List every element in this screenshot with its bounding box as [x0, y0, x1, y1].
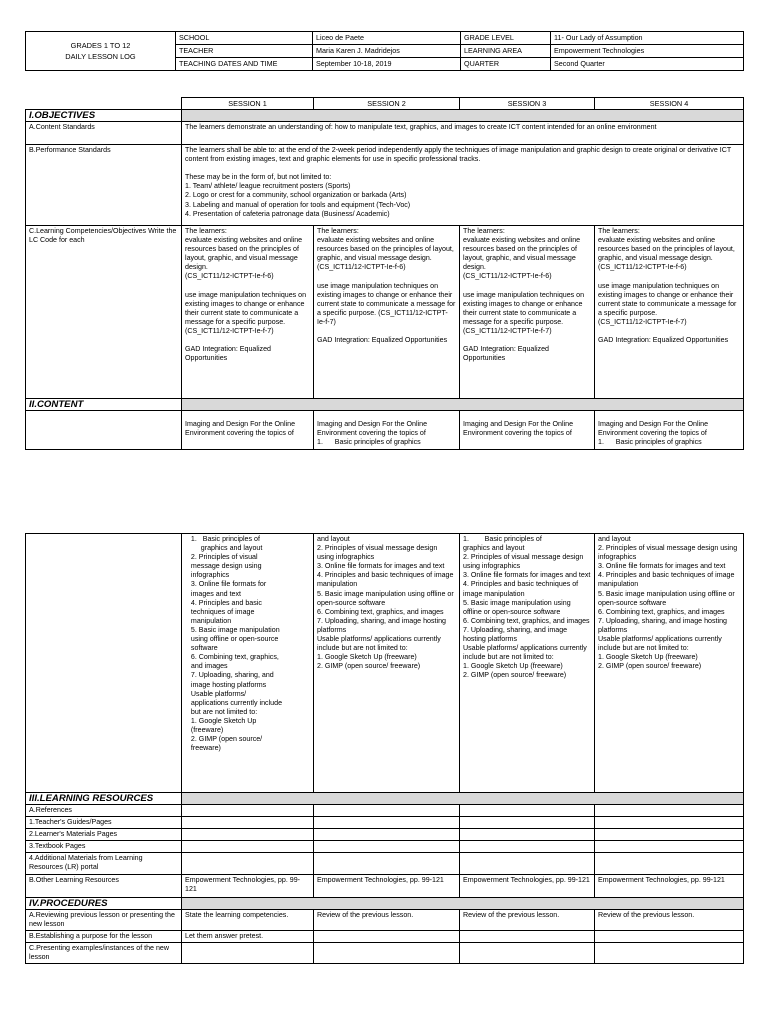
learning-area-label: LEARNING AREA	[461, 45, 551, 58]
session-2-header: SESSION 2	[314, 98, 460, 110]
learning-area-value: Empowerment Technologies	[551, 45, 744, 58]
references-cell-4	[595, 805, 744, 817]
content-cont-session-2: and layout 2. Principles of visual message design using infographics 3. Online file formats for images and text 4. Principles and basic techniques of image manipulation 5. Basic image manipulation using offline or open-source software 6. Combining text, graphics, and images 7. Uploading, sharing, and image hosting platforms Usable platforms/ applications currently include but are not limited to: 1. Google Sketch Up (freeware) 2. GIMP (open source/ freeware)	[314, 534, 460, 793]
other-resources-session-3: Empowerment Technologies, pp. 99-121	[460, 874, 595, 897]
content-shade	[182, 399, 744, 411]
performance-standards-label: B.Performance Standards	[26, 145, 182, 226]
examples-label: C.Presenting examples/instances of the new lesson	[26, 942, 182, 963]
content-label-blank	[26, 411, 182, 450]
teachers-guides-label: 1.Teacher's Guides/Pages	[26, 817, 182, 829]
content-cont-session-3: 1. Basic principles of graphics and layout 2. Principles of visual message design using infographics 3. Online file formats for images and text 4. Principles and basic techniques of image manipulation 5. Basic image manipulation using offline or open-source software 6. Combining text, graphics, and images 7. Uploading, sharing, and image hosting platforms Usable platforms/ applications currently include but are not limited to: 1. Google Sketch Up (freeware) 2. GIMP (open source/ freeware)	[460, 534, 595, 793]
reviewing-session-1: State the learning competencies.	[182, 909, 314, 930]
teacher-label: TEACHER	[176, 45, 313, 58]
quarter-label: QUARTER	[461, 58, 551, 71]
purpose-session-2	[314, 930, 460, 942]
learners-materials-cell-4	[595, 829, 744, 841]
content-cont-label-blank	[26, 534, 182, 793]
teaching-dates-label: TEACHING DATES AND TIME	[176, 58, 313, 71]
content-cont-session-1: 1. Basic principles of graphics and layout 2. Principles of visual message design using infographics 3. Online file formats for images and text 4. Principles and basic techniques of image manipulation 5. Basic image manipulation using offline or open-source software 6. Combining text, graphics, and images 7. Uploading, sharing, and image hosting platforms Usable platforms/ applications currently include but are not limited to: 1. Google Sketch Up (freeware) 2. GIMP (open source/ freeware)	[182, 534, 314, 793]
session-1-header: SESSION 1	[182, 98, 314, 110]
competencies-session-3: The learners: evaluate existing websites and online resources based on the principles of layout, graphic, and visual message design. (CS_ICT11/12-ICTPT-Ie-f-6) use image manipulation techniques on existing images to change or enhance their current state to communicate a message for a specific purpose. (CS_ICT11/12-ICTPT-Ie-f-7) GAD Integration: Equalized Opportunities	[460, 226, 595, 399]
teachers-guides-cell-3	[460, 817, 595, 829]
learners-materials-label: 2.Learner's Materials Pages	[26, 829, 182, 841]
lesson-table-page-2	[25, 533, 744, 964]
competencies-session-2: The learners: evaluate existing websites and online resources based on the principles of layout, graphic, and visual message design. (CS_ICT11/12-ICTPT-Ie-f-6) use image manipulation techniques on existing images to change or enhance their current state to communicate a message for a specific purpose. (CS_ICT11/12-ICTPT-Ie-f-7) GAD Integration: Equalized Opportunities	[314, 226, 460, 399]
content-session-3: Imaging and Design For the Online Environment covering the topics of	[460, 411, 595, 450]
content-session-2: Imaging and Design For the Online Environment covering the topics of 1. Basic principles of graphics	[314, 411, 460, 450]
additional-materials-label: 4.Additional Materials from Learning Resources (LR) portal	[26, 853, 182, 874]
examples-cell-4	[595, 942, 744, 963]
textbook-cell-4	[595, 841, 744, 853]
examples-cell-3	[460, 942, 595, 963]
session-header-blank	[26, 98, 182, 110]
references-cell-1	[182, 805, 314, 817]
content-session-1: Imaging and Design For the Online Environment covering the topics of	[182, 411, 314, 450]
procedures-shade	[182, 897, 744, 909]
content-session-4: Imaging and Design For the Online Environment covering the topics of 1. Basic principles of graphics	[595, 411, 744, 450]
procedures-heading: IV.PROCEDURES	[26, 897, 182, 909]
objectives-shade	[182, 110, 744, 122]
header-table	[25, 31, 744, 71]
reviewing-label: A.Reviewing previous lesson or presenting the new lesson	[26, 909, 182, 930]
school-label: SCHOOL	[176, 32, 313, 45]
lesson-table-page-1	[25, 97, 744, 450]
other-resources-session-4: Empowerment Technologies, pp. 99-121	[595, 874, 744, 897]
examples-cell-1	[182, 942, 314, 963]
purpose-label: B.Establishing a purpose for the lesson	[26, 930, 182, 942]
resources-heading: III.LEARNING RESOURCES	[26, 793, 182, 805]
grade-level-label: GRADE LEVEL	[461, 32, 551, 45]
textbook-label: 3.Textbook Pages	[26, 841, 182, 853]
additional-materials-cell-3	[460, 853, 595, 874]
teachers-guides-cell-1	[182, 817, 314, 829]
content-standards-text: The learners demonstrate an understanding of: how to manipulate text, graphics, and images to create ICT content intended for an online environment	[182, 122, 744, 145]
content-standards-label: A.Content Standards	[26, 122, 182, 145]
other-resources-label: B.Other Learning Resources	[26, 874, 182, 897]
competencies-session-4: The learners: evaluate existing websites and online resources based on the principles of layout, graphic, and visual message design. (CS_ICT11/12-ICTPT-Ie-f-6) use image manipulation techniques on existing images to change or enhance their current state to communicate a message for a specific purpose. (CS_ICT11/12-ICTPT-Ie-f-7) GAD Integration: Equalized Opportunities	[595, 226, 744, 399]
resources-shade	[182, 793, 744, 805]
content-cont-session-4: and layout 2. Principles of visual message design using infographics 3. Online file formats for images and text 4. Principles and basic techniques of image manipulation 5. Basic image manipulation using offline or open-source software 6. Combining text, graphics, and images 7. Uploading, sharing, and image hosting platforms Usable platforms/ applications currently include but are not limited to: 1. Google Sketch Up (freeware) 2. GIMP (open source/ freeware)	[595, 534, 744, 793]
teachers-guides-cell-4	[595, 817, 744, 829]
quarter-value: Second Quarter	[551, 58, 744, 71]
textbook-cell-1	[182, 841, 314, 853]
lesson-log-title: GRADES 1 TO 12 DAILY LESSON LOG	[26, 32, 176, 71]
references-cell-2	[314, 805, 460, 817]
purpose-session-1: Let them answer pretest.	[182, 930, 314, 942]
grade-level-value: 11- Our Lady of Assumption	[551, 32, 744, 45]
competencies-session-1: The learners: evaluate existing websites and online resources based on the principles of layout, graphic, and visual message design. (CS_ICT11/12-ICTPT-Ie-f-6) use image manipulation techniques on existing images to change or enhance their current state to communicate a message for a specific purpose. (CS_ICT11/12-ICTPT-Ie-f-7) GAD Integration: Equalized Opportunities	[182, 226, 314, 399]
other-resources-session-1: Empowerment Technologies, pp. 99-121	[182, 874, 314, 897]
additional-materials-cell-1	[182, 853, 314, 874]
learners-materials-cell-1	[182, 829, 314, 841]
reviewing-session-3: Review of the previous lesson.	[460, 909, 595, 930]
additional-materials-cell-2	[314, 853, 460, 874]
reviewing-session-4: Review of the previous lesson.	[595, 909, 744, 930]
references-label: A.References	[26, 805, 182, 817]
reviewing-session-2: Review of the previous lesson.	[314, 909, 460, 930]
teaching-dates-value: September 10-18, 2019	[313, 58, 461, 71]
learners-materials-cell-2	[314, 829, 460, 841]
content-heading: II.CONTENT	[26, 399, 182, 411]
textbook-cell-2	[314, 841, 460, 853]
textbook-cell-3	[460, 841, 595, 853]
session-4-header: SESSION 4	[595, 98, 744, 110]
teachers-guides-cell-2	[314, 817, 460, 829]
other-resources-session-2: Empowerment Technologies, pp. 99-121	[314, 874, 460, 897]
objectives-heading: I.OBJECTIVES	[26, 110, 182, 122]
references-cell-3	[460, 805, 595, 817]
teacher-value: Maria Karen J. Madridejos	[313, 45, 461, 58]
purpose-session-3	[460, 930, 595, 942]
purpose-session-4	[595, 930, 744, 942]
additional-materials-cell-4	[595, 853, 744, 874]
session-3-header: SESSION 3	[460, 98, 595, 110]
school-value: Liceo de Paete	[313, 32, 461, 45]
competencies-label: C.Learning Competencies/Objectives Write the LC Code for each	[26, 226, 182, 399]
examples-cell-2	[314, 942, 460, 963]
performance-standards-text: The learners shall be able to: at the end of the 2-week period independently apply the techniques of image manipulation and graphic design to create original or derivative ICT content from existing images, text and graphic elements for use in specific professional tracks. These may be in the form of, but not limited to: 1. Team/ athlete/ league recruitment posters (Sports) 2. Logo or crest for a community, school organization or barkada (Arts) 3. Labeling and manual of operation for tools and equipment (Tech-Voc) 4. Presentation of cafeteria patronage data (Business/ Academic)	[182, 145, 744, 226]
learners-materials-cell-3	[460, 829, 595, 841]
